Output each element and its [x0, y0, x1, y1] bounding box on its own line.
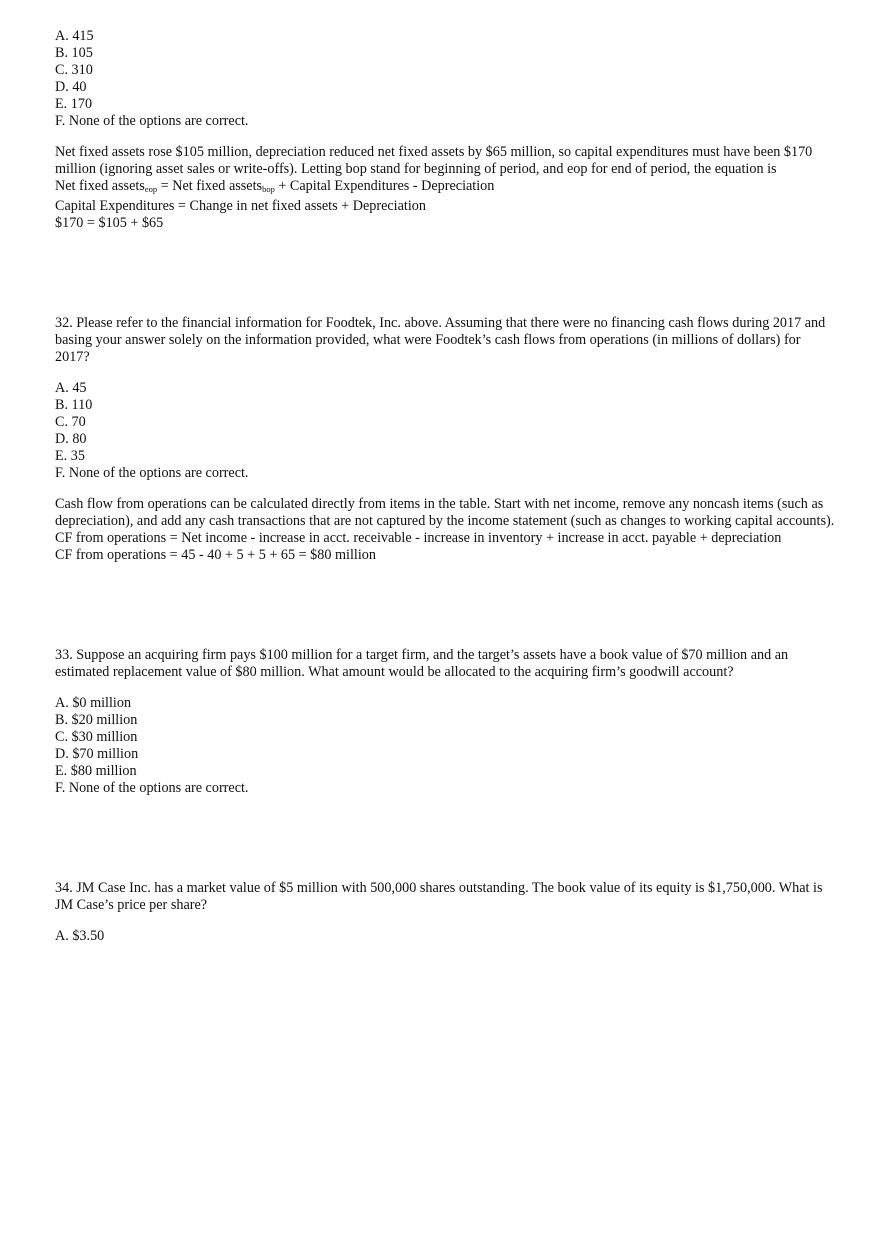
- q33-option-e: E. $80 million: [55, 763, 137, 779]
- q31-option-f: F. None of the options are correct.: [55, 113, 249, 129]
- q32-option-c: C. 70: [55, 414, 86, 430]
- q31-eq1-part3: + Capital Expenditures - Depreciation: [274, 178, 495, 194]
- q33-option-f: F. None of the options are correct.: [55, 780, 249, 796]
- q33-option-c: C. $30 million: [55, 729, 138, 745]
- q31-equation-1: [55, 178, 835, 198]
- q32-option-f: F. None of the options are correct.: [55, 465, 249, 481]
- q31-eq1-part2: = Net fixed assets: [157, 178, 263, 194]
- q32-option-a: A. 45: [55, 380, 87, 396]
- q33-question-text: 33. Suppose an acquiring firm pays $100 million for a target firm, and the target’s assets have a book value of $70 million and an estimated replacement value of $80 million. What amount would be allocated to the acquiring firm’s goodwill account?: [55, 647, 789, 680]
- q31-option-e: E. 170: [55, 96, 93, 112]
- q32: [55, 315, 835, 564]
- q31-options: [55, 28, 835, 130]
- q31-explanation-text: Net fixed assets rose $105 million, depreciation reduced net fixed assets by $65 million, so capital expenditures must have been $170 million (ignoring asset sales or write-offs). Letting bop stand for beginning of period, and eop for end of period, the equation is: [55, 144, 813, 177]
- q33-option-b: B. $20 million: [55, 712, 138, 728]
- q34: [55, 880, 835, 945]
- q31-explanation: [55, 144, 835, 232]
- q31-option-a: A. 415: [55, 28, 94, 44]
- q34-question-text: 34. JM Case Inc. has a market value of $5 million with 500,000 shares outstanding. The book value of its equity is $1,750,000. What is JM Case’s price per share?: [55, 880, 823, 913]
- q32-option-b: B. 110: [55, 397, 93, 413]
- q31-eq1-part1: Net fixed assets: [55, 178, 145, 194]
- q33: [55, 647, 835, 797]
- q33-option-d: D. $70 million: [55, 746, 139, 762]
- q33-option-a: A. $0 million: [55, 695, 132, 711]
- q32-explanation-text: Cash flow from operations can be calculated directly from items in the table. Start with net income, remove any noncash items (such as depreciation), and add any cash transactions that are not captured by the income statement (such as changes to working capital accounts).: [55, 496, 835, 529]
- q31-option-b: B. 105: [55, 45, 93, 61]
- q32-option-d: D. 80: [55, 431, 87, 447]
- q33-options: [55, 695, 835, 797]
- document-page: [55, 28, 835, 945]
- q32-equation-1: CF from operations = Net income - increase in acct. receivable - increase in inventory + increase in acct. payable + depreciation: [55, 530, 782, 546]
- q34-options: [55, 928, 835, 945]
- q31-equation-3: $170 = $105 + $65: [55, 215, 164, 231]
- q32-question-text: 32. Please refer to the financial information for Foodtek, Inc. above. Assuming that there were no financing cash flows during 2017 and basing your answer solely on the information provided, what were Foodtek’s cash flows from operations (in millions of dollars) for 2017?: [55, 315, 826, 365]
- q31-option-d: D. 40: [55, 79, 87, 95]
- q31-eq1-sub-eop: eop: [144, 184, 158, 194]
- q31-option-c: C. 310: [55, 62, 93, 78]
- q32-option-e: E. 35: [55, 448, 85, 464]
- q31-eq1-sub-bop: bop: [262, 184, 275, 194]
- q32-explanation: [55, 496, 835, 564]
- q31-equation-2: Capital Expenditures = Change in net fixed assets + Depreciation: [55, 198, 426, 214]
- q34-option-a: A. $3.50: [55, 928, 105, 944]
- q32-options: [55, 380, 835, 482]
- q32-equation-2: CF from operations = 45 - 40 + 5 + 5 + 65 = $80 million: [55, 547, 376, 563]
